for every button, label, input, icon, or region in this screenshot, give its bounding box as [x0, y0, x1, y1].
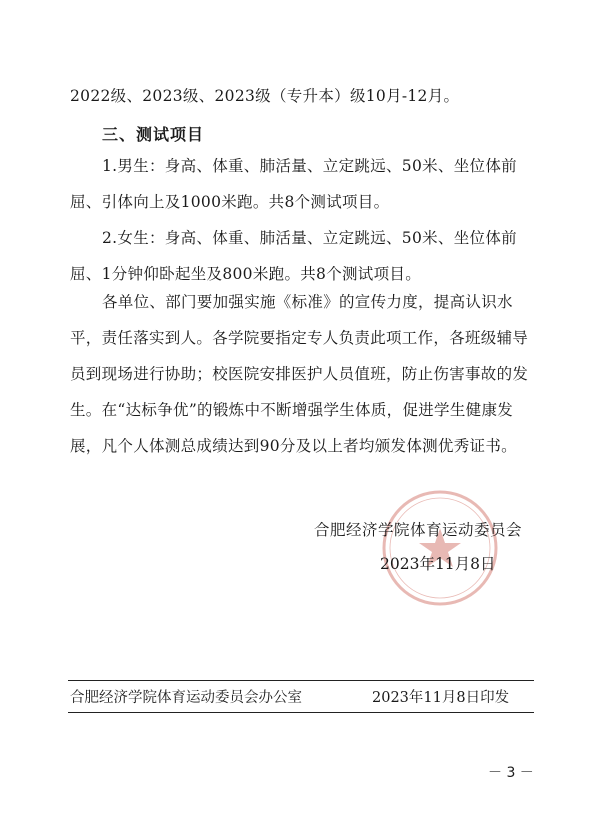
footer-divider-top — [68, 680, 534, 681]
footer-issue-date: 2023年11月8日印发 — [372, 690, 510, 706]
footer-issuer: 合肥经济学院体育运动委员会办公室 — [70, 690, 302, 706]
section-heading: 三、测试项目 — [102, 125, 205, 144]
female-test-items: 2.女生：身高、体重、肺活量、立定跳远、50米、坐位体前屈、1分钟仰卧起坐及800米跑。共8个测试项目。 — [70, 229, 517, 283]
signature-organization: 合肥经济学院体育运动委员会 — [314, 521, 523, 539]
signature-date: 2023年11月8日 — [380, 555, 496, 573]
page-number: － 3 － — [488, 765, 534, 781]
official-seal-icon — [380, 488, 500, 608]
male-test-items: 1.男生：身高、体重、肺活量、立定跳远、50米、坐位体前屈、引体向上及1000米跑。共8个测试项目。 — [70, 157, 517, 211]
schedule-line: 2022级、2023级、2023级（专升本）级10月-12月。 — [70, 87, 460, 105]
body-paragraph: 各单位、部门要加强实施《标准》的宣传力度，提高认识水平，责任落实到人。各学院要指定专人负责此项工作，各班级辅导员到现场进行协助；校医院安排医护人员值班，防止伤害事故的发生。在“达标争优”的锻炼中不断增强学生体质，促进学生健康发展，凡个人体测总成绩达到90分及以上者均颁发体测优秀证书。 — [70, 293, 529, 455]
footer-divider-bottom — [68, 712, 534, 713]
